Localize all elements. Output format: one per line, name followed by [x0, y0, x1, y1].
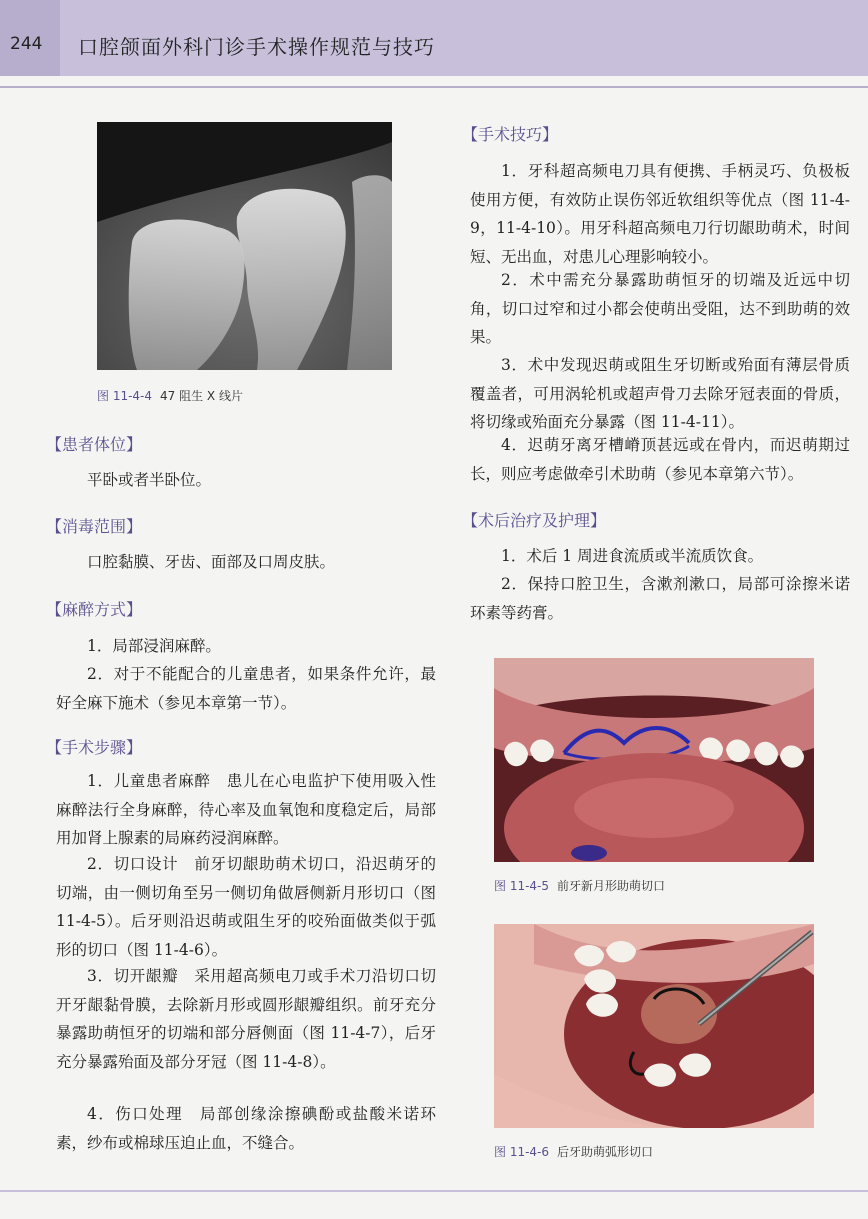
figure-11-4-4-caption — [97, 387, 243, 404]
paragraph: 1．局部浸润麻醉。 — [87, 637, 221, 655]
page-number: 244 — [10, 34, 43, 54]
figure-caption-text: 前牙新月形助萌切口 — [557, 879, 666, 893]
paragraph: 1．儿童患者麻醉 患儿在心电监护下使用吸入性麻醉法行全身麻醉，待心率及血氧饱和度稳定后，局部用加肾上腺素的局麻药浸润麻醉。 — [56, 772, 436, 848]
paragraph: 2．术中需充分暴露助萌恒牙的切端及近远中切角，切口过窄和过小都会使萌出受阻，达不到助萌的效果。 — [470, 271, 850, 347]
paragraph: 平卧或者半卧位。 — [87, 471, 212, 489]
paragraph: 2．切口设计 前牙切龈助萌术切口，沿迟萌牙的切端，由一侧切角至另一侧切角做唇侧新月形切口（图 11-4-5）。后牙则沿迟萌或阻生牙的咬殆面做类似于弧形的切口（图 11-4-6）。 — [56, 855, 436, 959]
figure-caption-text: 后牙助萌弧形切口 — [557, 1145, 654, 1159]
paragraph: 2．对于不能配合的儿童患者，如果条件允许，最好全麻下施术（参见本章第一节）。 — [56, 665, 436, 712]
paragraph: 4．迟萌牙离牙槽嵴顶甚远或在骨内，而迟萌期过长，则应考虑做牵引术助萌（参见本章第六节）。 — [470, 436, 850, 483]
paragraph: 2．保持口腔卫生，含漱剂漱口，局部可涂擦米诺环素等药膏。 — [470, 575, 850, 622]
figure-11-4-5-caption — [494, 877, 665, 894]
paragraph: 3．切开龈瓣 采用超高频电刀或手术刀沿切口切开牙龈黏骨膜，去除新月形或圆形龈瓣组织。前牙充分暴露助萌恒牙的切端和部分唇侧面（图 11-4-7），后牙充分暴露殆面及部分牙冠（图 11-4-8）。 — [56, 967, 436, 1071]
section-title-position: 【患者体位】 — [46, 435, 143, 454]
figure-caption-text: 47 阻生 X 线片 — [160, 389, 243, 403]
figure-id: 图 11-4-4 — [97, 389, 153, 403]
figure-id: 图 11-4-5 — [494, 879, 550, 893]
section-title-disinfection: 【消毒范围】 — [46, 517, 143, 536]
figure-id: 图 11-4-6 — [494, 1145, 550, 1159]
paragraph: 1．术后 1 周进食流质或半流质饮食。 — [501, 547, 764, 565]
paragraph: 3．术中发现迟萌或阻生牙切断或殆面有薄层骨质覆盖者，可用涡轮机或超声骨刀去除牙冠表面的骨质，将切缘或殆面充分暴露（图 11-4-11）。 — [470, 356, 850, 432]
back-teeth-photo — [494, 924, 814, 1128]
header-rule — [0, 86, 868, 88]
section-title-steps: 【手术步骤】 — [46, 738, 143, 757]
running-title: 口腔颌面外科门诊手术操作规范与技巧 — [78, 35, 435, 59]
front-teeth-photo — [494, 658, 814, 862]
paragraph: 1．牙科超高频电刀具有便携、手柄灵巧、负极板使用方便，有效防止误伤邻近软组织等优点（图 11-4-9，11-4-10）。用牙科超高频电刀行切龈助萌术，时间短、无出血，对患儿心理影响较小。 — [470, 162, 850, 266]
section-title-tips: 【手术技巧】 — [462, 125, 559, 144]
paragraph: 口腔黏膜、牙齿、面部及口周皮肤。 — [87, 553, 336, 571]
section-title-anesthesia: 【麻醉方式】 — [46, 600, 143, 619]
figure-11-4-6-caption — [494, 1143, 653, 1160]
footer-rule — [0, 1190, 868, 1192]
section-title-postop: 【术后治疗及护理】 — [462, 511, 607, 530]
paragraph: 4．伤口处理 局部创缘涂擦碘酚或盐酸米诺环素，纱布或棉球压迫止血，不缝合。 — [56, 1105, 436, 1152]
xray-image — [97, 122, 392, 370]
